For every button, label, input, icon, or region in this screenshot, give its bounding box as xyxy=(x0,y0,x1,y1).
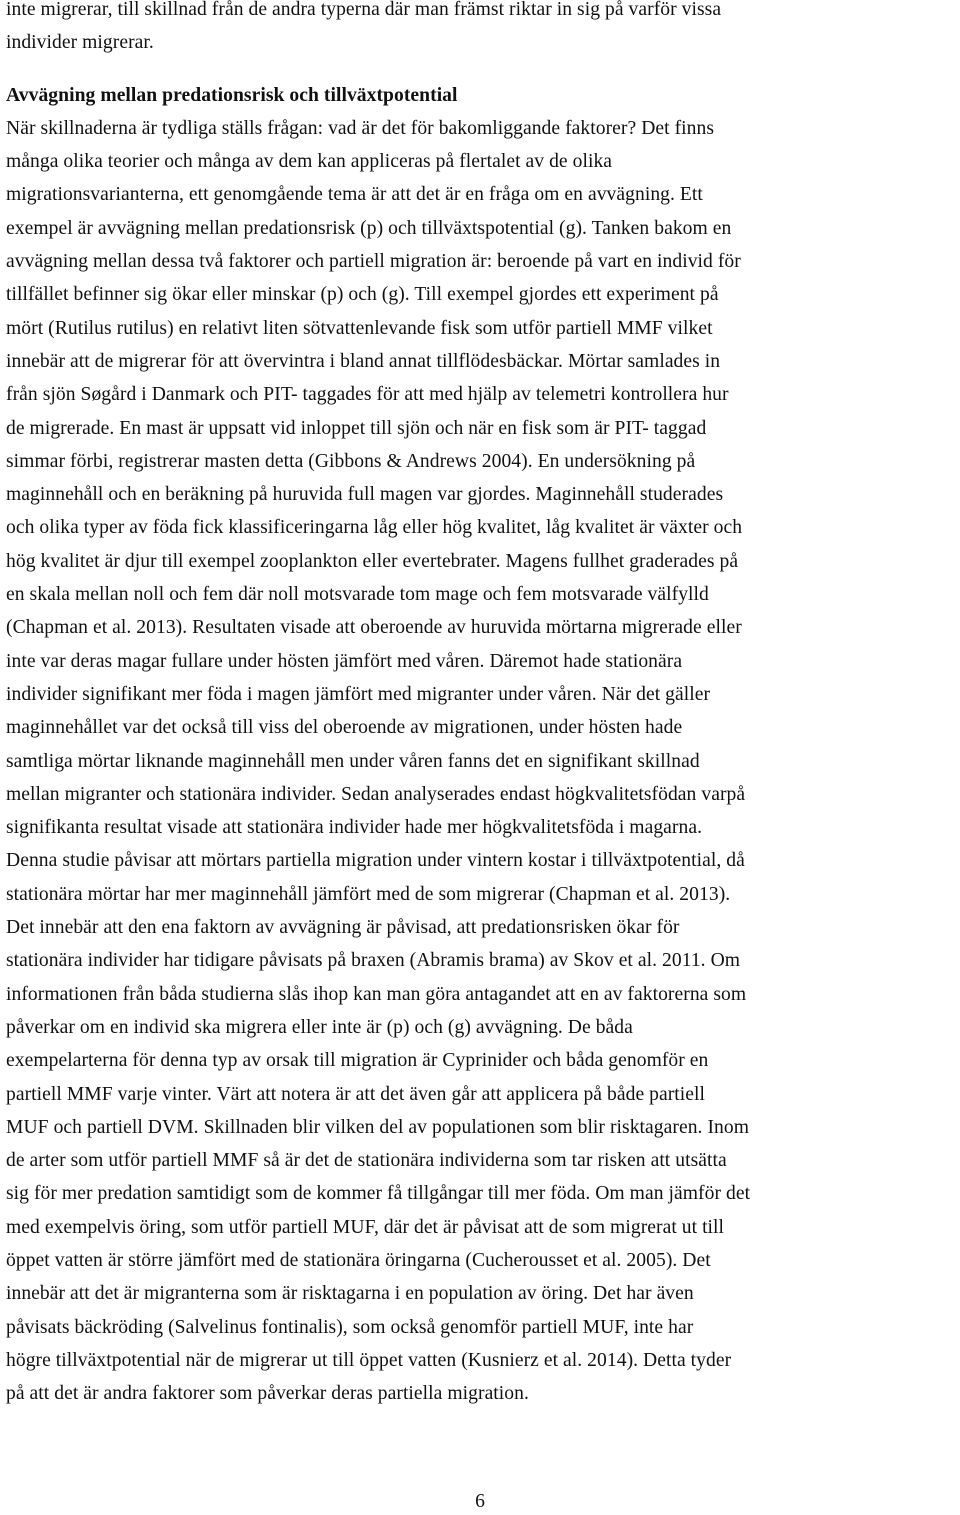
text-line: partiell MMF varje vinter. Värt att notera är att det även går att applicera på både partiell xyxy=(6,1083,706,1105)
text-line: innebär att de migrerar för att övervintra i bland annat tillflödesbäckar. Mörtar samlades in xyxy=(6,350,721,372)
text-line: samtliga mörtar liknande maginnehåll men under våren fanns det en signifikant skillnad xyxy=(6,750,700,772)
page-number: 6 xyxy=(475,1491,485,1512)
text-line: maginnehållet var det också till viss del oberoende av migrationen, under hösten hade xyxy=(6,717,683,739)
text-line: individer signifikant mer föda i magen jämfört med migranter under våren. När det gäller xyxy=(6,683,711,705)
text-line: hög kvalitet är djur till exempel zooplankton eller evertebrater. Magens fullhet graderades på xyxy=(6,550,739,572)
text-line: tillfället befinner sig ökar eller minskar (p) och (g). Till exempel gjordes ett experiment på xyxy=(6,284,719,306)
body-paragraph xyxy=(6,112,954,1411)
text-line: innebär att det är migranterna som är risktagarna i en population av öring. Det har även xyxy=(6,1283,694,1305)
text-line: de migrerade. En mast är uppsatt vid inloppet till sjön och när en fisk som är PIT- taggad xyxy=(6,417,707,439)
text-line: öppet vatten är större jämfört med de stationära öringarna (Cucherousset et al. 2005). Det xyxy=(6,1249,711,1271)
text-line: (Chapman et al. 2013). Resultaten visade att oberoende av huruvida mörtarna migrerade eller xyxy=(6,617,742,639)
text-line: stationära mörtar har mer maginnehåll jämfört med de som migrerar (Chapman et al. 2013). xyxy=(6,883,731,905)
text-line: och olika typer av föda fick klassificeringarna låg eller hög kvalitet, låg kvalitet är växter och xyxy=(6,517,743,539)
text-line: mellan migranter och stationära individer. Sedan analyserades endast högkvalitetsfödan varpå xyxy=(6,783,746,805)
document-page xyxy=(6,0,954,1410)
text-line: individer migrerar. xyxy=(6,32,154,54)
text-line: en skala mellan noll och fem där noll motsvarade tom mage och fem motsvarade välfylld xyxy=(6,584,709,606)
text-line: exempelarterna för denna typ av orsak till migration är Cyprinider och båda genomför en xyxy=(6,1050,709,1072)
text-line: påverkar om en individ ska migrera eller inte är (p) och (g) avvägning. De båda xyxy=(6,1016,633,1038)
text-line: maginnehåll och en beräkning på huruvida full magen var gjordes. Maginnehåll studerades xyxy=(6,484,724,506)
text-line: från sjön Søgård i Danmark och PIT- taggades för att med hjälp av telemetri kontrollera hur xyxy=(6,384,729,406)
text-line: Denna studie påvisar att mörtars partiella migration under vintern kostar i tillväxtpotential, då xyxy=(6,850,745,872)
text-line: migrationsvarianterna, ett genomgående tema är att det är en fråga om en avvägning. Ett xyxy=(6,184,703,206)
text-line: högre tillväxtpotential när de migrerar ut till öppet vatten (Kusnierz et al. 2014). Detta tyder xyxy=(6,1349,732,1371)
text-line: på att det är andra faktorer som påverkar deras partiella migration. xyxy=(6,1383,529,1405)
text-line: många olika teorier och många av dem kan appliceras på flertalet av de olika xyxy=(6,151,613,173)
text-line: mört (Rutilus rutilus) en relativt liten sötvattenlevande fisk som utför partiell MMF vilket xyxy=(6,317,713,339)
text-line: avvägning mellan dessa två faktorer och partiell migration är: beroende på vart en individ för xyxy=(6,251,741,273)
text-line: stationära individer har tidigare påvisats på braxen (Abramis brama) av Skov et al. 2011. Om xyxy=(6,950,741,972)
text-line: MUF och partiell DVM. Skillnaden blir vilken del av populationen som blir risktagaren. Inom xyxy=(6,1116,749,1138)
text-line: När skillnaderna är tydliga ställs frågan: vad är det för bakomliggande faktorer? Det finns xyxy=(6,117,715,139)
intro-paragraph xyxy=(6,0,954,60)
text-line: Det innebär att den ena faktorn av avvägning är påvisad, att predationsrisken ökar för xyxy=(6,917,680,939)
text-line: exempel är avvägning mellan predationsrisk (p) och tillväxtspotential (g). Tanken bakom en xyxy=(6,217,732,239)
text-line: sig för mer predation samtidigt som de kommer få tillgångar till mer föda. Om man jämför det xyxy=(6,1183,751,1205)
text-line: informationen från båda studierna slås ihop kan man göra antagandet att en av faktorerna som xyxy=(6,983,747,1005)
text-line: med exempelvis öring, som utför partiell MUF, där det är påvisat att de som migrerat ut till xyxy=(6,1216,725,1238)
text-line: påvisats bäckröding (Salvelinus fontinalis), som också genomför partiell MUF, inte har xyxy=(6,1316,694,1338)
text-line: inte migrerar, till skillnad från de andra typerna där man främst riktar in sig på varför vissa xyxy=(6,0,722,20)
text-line: simmar förbi, registrerar masten detta (Gibbons & Andrews 2004). En undersökning på xyxy=(6,450,696,472)
text-line: de arter som utför partiell MMF så är det de stationära individerna som tar risken att utsätta xyxy=(6,1150,727,1172)
section-heading: Avvägning mellan predationsrisk och tillväxtpotential xyxy=(6,84,458,106)
text-line: signifikanta resultat visade att stationära individer hade mer högkvalitetsföda i magarna. xyxy=(6,817,703,839)
text-line: inte var deras magar fullare under hösten jämfört med våren. Däremot hade stationära xyxy=(6,650,683,672)
